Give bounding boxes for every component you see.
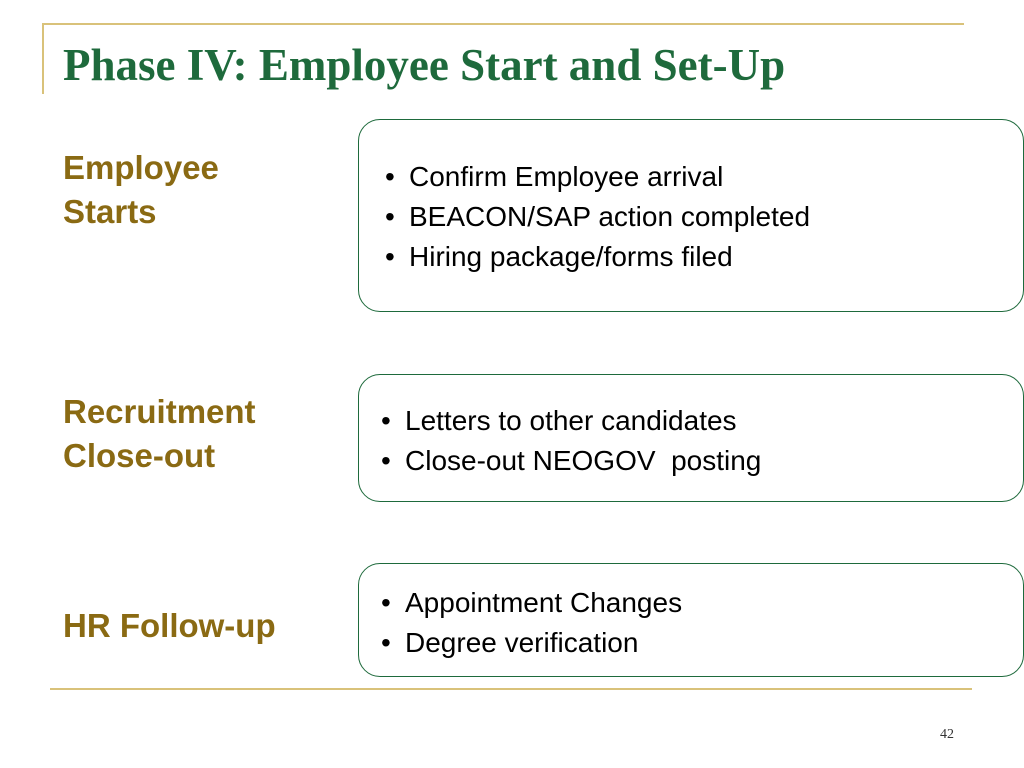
bullet-item <box>377 237 1023 277</box>
section-label-line: Employee <box>63 149 219 186</box>
section-label-hr-follow-up <box>63 604 343 648</box>
bullet-box-hr-follow-up <box>358 563 1024 677</box>
bullet-box-recruitment-close-out <box>358 374 1024 502</box>
bullet-item <box>377 157 1023 197</box>
bullet-list <box>377 157 1023 277</box>
frame-left-rule <box>42 23 44 94</box>
bullet-list <box>373 583 1023 663</box>
frame-top-rule <box>42 23 964 25</box>
bullet-text: Confirm Employee arrival <box>409 161 724 192</box>
bullet-text: Close-out NEOGOV posting <box>405 445 762 476</box>
bullet-icon: • <box>381 587 391 618</box>
bullet-item <box>373 441 1023 481</box>
bullet-text: Appointment Changes <box>405 587 683 618</box>
bullet-icon: • <box>381 445 391 476</box>
bullet-text: Hiring package/forms filed <box>409 241 733 272</box>
frame-bottom-rule <box>50 688 972 690</box>
bullet-icon: • <box>381 627 391 658</box>
bullet-icon: • <box>381 405 391 436</box>
slide-title: Phase IV: Employee Start and Set-Up <box>63 40 786 90</box>
section-label-employee-starts <box>63 146 343 234</box>
bullet-icon: • <box>385 161 395 192</box>
bullet-list <box>373 401 1023 481</box>
bullet-icon: • <box>385 241 395 272</box>
section-label-recruitment-close-out <box>63 390 343 478</box>
section-label-line: Close-out <box>63 437 216 474</box>
bullet-text: BEACON/SAP action completed <box>409 201 811 232</box>
page-number: 42 <box>940 727 954 742</box>
bullet-text: Letters to other candidates <box>405 405 737 436</box>
bullet-text: Degree verification <box>405 627 639 658</box>
section-label-line: Recruitment <box>63 393 256 430</box>
bullet-item <box>373 583 1023 623</box>
bullet-item <box>373 401 1023 441</box>
bullet-item <box>373 623 1023 663</box>
section-label-line: HR Follow-up <box>63 607 276 644</box>
bullet-item <box>377 197 1023 237</box>
bullet-icon: • <box>385 201 395 232</box>
bullet-box-employee-starts <box>358 119 1024 312</box>
section-label-line: Starts <box>63 193 157 230</box>
